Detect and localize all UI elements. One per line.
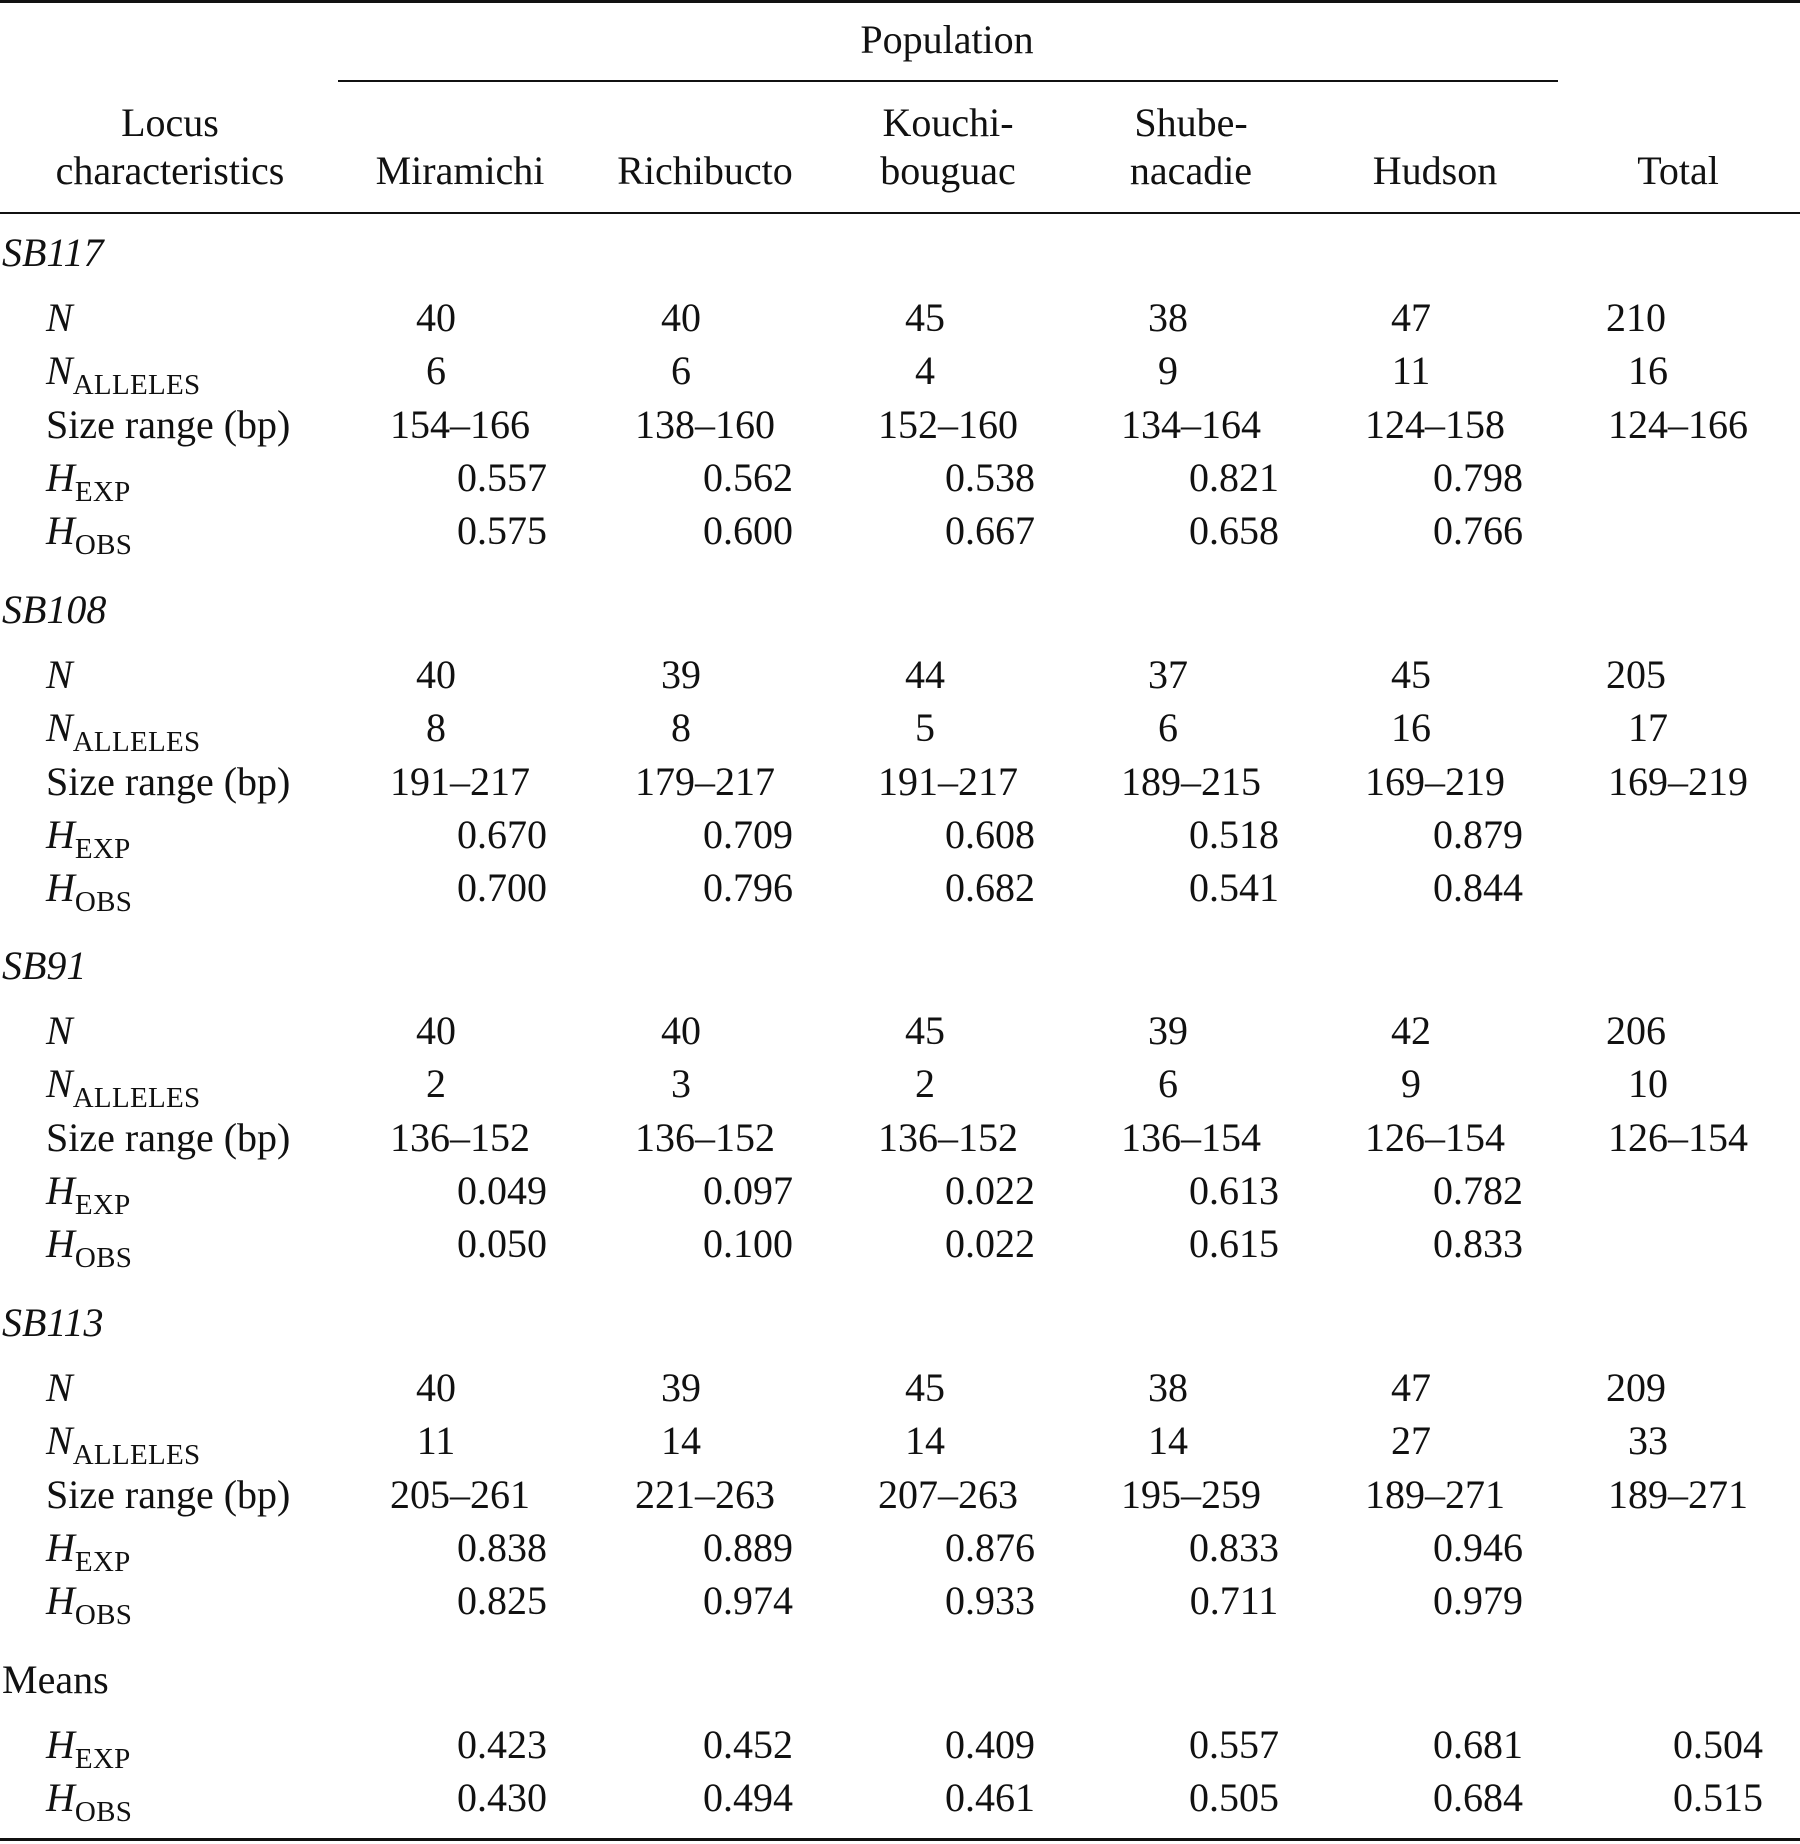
row-label xyxy=(46,1008,73,1053)
table-cell: 3 xyxy=(671,1061,691,1107)
row-label xyxy=(46,1114,291,1160)
table-cell: 221–263 xyxy=(635,1471,775,1517)
table-cell: 39 xyxy=(1148,1008,1188,1053)
table-cell: 0.709 xyxy=(703,811,793,857)
row-label xyxy=(46,705,201,759)
table-cell: 169–219 xyxy=(1365,758,1505,804)
table-cell: 5 xyxy=(915,705,935,751)
row-label-symbol: H xyxy=(46,1524,75,1570)
table-cell: 0.409 xyxy=(945,1722,1035,1767)
table-cell: 136–152 xyxy=(878,1114,1018,1160)
table-cell: 0.658 xyxy=(1189,508,1279,554)
row-label-symbol: Size range (bp) xyxy=(46,1471,291,1517)
row-label-subscript: EXP xyxy=(74,475,131,508)
table-cell: 0.682 xyxy=(945,865,1035,911)
row-label-symbol: N xyxy=(46,295,73,340)
table-cell: 0.541 xyxy=(1189,865,1279,911)
table-cell: 45 xyxy=(905,1365,945,1410)
table-cell: 0.613 xyxy=(1189,1167,1279,1213)
row-label-symbol: N xyxy=(46,1008,73,1053)
table-cell: 0.946 xyxy=(1433,1524,1523,1570)
table-cell: 0.608 xyxy=(945,811,1035,857)
table-cell: 0.700 xyxy=(457,865,547,911)
row-label-symbol: N xyxy=(46,705,73,751)
table-cell: 0.100 xyxy=(703,1221,793,1267)
table-cell: 0.050 xyxy=(457,1221,547,1267)
table-cell: 0.505 xyxy=(1189,1775,1279,1821)
row-label xyxy=(46,1578,133,1632)
population-spanner-rule xyxy=(338,80,1558,82)
section-title: SB117 xyxy=(2,230,104,275)
column-header-1 xyxy=(617,147,793,195)
top-rule xyxy=(0,0,1800,3)
row-label xyxy=(46,454,131,508)
table-cell: 189–271 xyxy=(1365,1471,1505,1517)
table-cell: 0.766 xyxy=(1433,508,1523,554)
table-cell: 45 xyxy=(905,1008,945,1053)
row-label-subscript: OBS xyxy=(74,529,133,562)
row-label xyxy=(46,1365,73,1410)
table-cell: 10 xyxy=(1628,1061,1668,1107)
table-cell: 0.889 xyxy=(703,1524,793,1570)
table-cell: 0.452 xyxy=(703,1722,793,1767)
table-cell: 0.821 xyxy=(1189,454,1279,500)
table-cell: 0.049 xyxy=(457,1167,547,1213)
column-header-line: bouguac xyxy=(880,148,1016,193)
row-label-subscript: ALLELES xyxy=(72,726,201,759)
table-cell: 2 xyxy=(915,1061,935,1107)
table-cell: 126–154 xyxy=(1365,1114,1505,1160)
section-title: Means xyxy=(2,1657,109,1702)
table-cell: 40 xyxy=(661,1008,701,1053)
table-cell: 47 xyxy=(1391,1365,1431,1410)
row-label-subscript: ALLELES xyxy=(72,1082,201,1115)
table-cell: 11 xyxy=(1391,348,1431,394)
table-cell: 152–160 xyxy=(878,401,1018,447)
table-cell: 0.557 xyxy=(457,454,547,500)
row-label xyxy=(46,401,291,447)
table-cell: 6 xyxy=(1158,705,1178,751)
row-label-symbol: H xyxy=(46,1775,75,1821)
table-cell: 38 xyxy=(1148,1365,1188,1410)
column-header-0 xyxy=(376,147,545,195)
row-label-symbol: Size range (bp) xyxy=(46,1114,291,1160)
table-cell: 0.575 xyxy=(457,508,547,554)
section-title: SB113 xyxy=(2,1300,104,1345)
row-label xyxy=(46,1775,133,1829)
column-header-3 xyxy=(1130,99,1252,195)
table-cell: 2 xyxy=(426,1061,446,1107)
table-cell: 11 xyxy=(416,1418,456,1464)
table-cell: 0.494 xyxy=(703,1775,793,1821)
row-label-subscript: ALLELES xyxy=(72,1439,201,1472)
table-cell: 179–217 xyxy=(635,758,775,804)
row-label xyxy=(46,1722,131,1775)
table-cell: 124–166 xyxy=(1608,401,1748,447)
row-label xyxy=(46,1524,131,1578)
table-cell: 38 xyxy=(1148,295,1188,340)
table-cell: 40 xyxy=(416,652,456,697)
section-title: SB108 xyxy=(2,587,107,632)
table-cell: 40 xyxy=(416,1008,456,1053)
table-cell: 0.423 xyxy=(457,1722,547,1767)
row-label xyxy=(46,865,133,919)
table-cell: 14 xyxy=(1148,1418,1188,1464)
table-cell: 0.022 xyxy=(945,1167,1035,1213)
table-cell: 0.518 xyxy=(1189,811,1279,857)
table-cell: 0.097 xyxy=(703,1167,793,1213)
table-cell: 138–160 xyxy=(635,401,775,447)
table-cell: 8 xyxy=(671,705,691,751)
table-cell: 189–271 xyxy=(1608,1471,1748,1517)
table-cell: 134–164 xyxy=(1121,401,1261,447)
table-cell: 37 xyxy=(1148,652,1188,697)
column-header-5 xyxy=(1637,147,1719,195)
table-cell: 136–152 xyxy=(390,1114,530,1160)
stub-header-line: Locus xyxy=(121,100,219,145)
table-cell: 9 xyxy=(1158,348,1178,394)
table-cell: 47 xyxy=(1391,295,1431,340)
population-spanner-label: Population xyxy=(860,17,1034,62)
table-cell: 191–217 xyxy=(390,758,530,804)
table-cell: 0.557 xyxy=(1189,1722,1279,1767)
table-cell: 0.600 xyxy=(703,508,793,554)
table-cell: 0.833 xyxy=(1189,1524,1279,1570)
row-label-symbol: H xyxy=(46,1221,75,1267)
table-cell: 6 xyxy=(1158,1061,1178,1107)
column-header-line: Total xyxy=(1637,148,1719,193)
table-cell: 191–217 xyxy=(878,758,1018,804)
row-label xyxy=(46,1167,131,1221)
row-label xyxy=(46,811,131,865)
table-cell: 16 xyxy=(1628,348,1668,394)
row-label-subscript: ALLELES xyxy=(72,369,201,402)
table-cell: 0.538 xyxy=(945,454,1035,500)
row-label-subscript: EXP xyxy=(74,1743,131,1775)
table-cell: 0.562 xyxy=(703,454,793,500)
row-label xyxy=(46,1471,291,1517)
row-label-subscript: OBS xyxy=(74,1242,133,1275)
table-cell: 44 xyxy=(905,652,945,697)
table-cell: 0.681 xyxy=(1433,1722,1523,1767)
table-cell: 8 xyxy=(426,705,446,751)
table-cell: 0.796 xyxy=(703,865,793,911)
table-cell: 209 xyxy=(1606,1365,1666,1410)
stub-header-line: characteristics xyxy=(55,148,285,193)
row-label-symbol: N xyxy=(46,1061,73,1107)
section-title: SB91 xyxy=(2,943,87,988)
row-label xyxy=(46,295,73,340)
table-cell: 169–219 xyxy=(1608,758,1748,804)
table-cell: 42 xyxy=(1391,1008,1431,1053)
column-header-line: Kouchi- xyxy=(882,100,1014,145)
column-header-line: Hudson xyxy=(1372,148,1498,193)
header-bottom-rule xyxy=(0,212,1800,214)
row-label-symbol: H xyxy=(46,811,75,857)
row-label xyxy=(46,508,133,562)
row-label-subscript: EXP xyxy=(74,832,131,865)
row-label-subscript: OBS xyxy=(74,1599,133,1632)
row-label xyxy=(46,758,291,804)
table-cell: 39 xyxy=(661,652,701,697)
table-cell: 207–263 xyxy=(878,1471,1018,1517)
table-cell: 16 xyxy=(1391,705,1431,751)
row-label-symbol: Size range (bp) xyxy=(46,401,291,447)
table-cell: 0.461 xyxy=(945,1775,1035,1821)
column-header-line: Richibucto xyxy=(617,148,793,193)
row-label xyxy=(46,1061,201,1115)
table-cell: 189–215 xyxy=(1121,758,1261,804)
row-label xyxy=(46,348,201,402)
row-label-symbol: N xyxy=(46,652,73,697)
table-cell: 6 xyxy=(426,348,446,394)
table-cell: 14 xyxy=(905,1418,945,1464)
row-label-symbol: Size range (bp) xyxy=(46,758,291,804)
table-cell: 0.667 xyxy=(945,508,1035,554)
table-cell: 45 xyxy=(905,295,945,340)
column-header-line: Miramichi xyxy=(375,148,545,193)
table-cell: 0.430 xyxy=(457,1775,547,1821)
table-cell: 0.979 xyxy=(1433,1578,1523,1624)
table-cell: 40 xyxy=(416,295,456,340)
row-label xyxy=(46,652,73,697)
row-label-symbol: H xyxy=(46,1578,75,1624)
table-cell: 0.022 xyxy=(945,1221,1035,1267)
row-label-symbol: H xyxy=(46,508,75,554)
table-cell: 33 xyxy=(1628,1418,1668,1464)
table-cell: 45 xyxy=(1391,652,1431,697)
row-label-symbol: N xyxy=(46,1418,73,1464)
table-cell: 136–152 xyxy=(635,1114,775,1160)
stub-header xyxy=(40,99,300,195)
table-cell: 40 xyxy=(661,295,701,340)
table-cell: 27 xyxy=(1391,1418,1431,1464)
table-cell: 0.798 xyxy=(1433,454,1523,500)
table-cell: 0.879 xyxy=(1433,811,1523,857)
table-cell: 0.504 xyxy=(1673,1722,1763,1767)
row-label-symbol: H xyxy=(46,865,75,911)
row-label-symbol: H xyxy=(46,454,75,500)
row-label-symbol: H xyxy=(46,1167,75,1213)
row-label-subscript: OBS xyxy=(74,886,133,919)
table-cell: 0.825 xyxy=(457,1578,547,1624)
table-cell: 0.515 xyxy=(1673,1775,1763,1821)
table-cell: 195–259 xyxy=(1121,1471,1261,1517)
table-cell: 206 xyxy=(1606,1008,1666,1053)
table-cell: 14 xyxy=(661,1418,701,1464)
table-cell: 6 xyxy=(671,348,691,394)
table-cell: 9 xyxy=(1401,1061,1421,1107)
bottom-rule xyxy=(0,1838,1800,1841)
column-header-line: Shube- xyxy=(1134,100,1248,145)
table-cell: 39 xyxy=(661,1365,701,1410)
row-label-symbol: N xyxy=(46,348,73,394)
table-cell: 0.844 xyxy=(1433,865,1523,911)
table-cell: 17 xyxy=(1628,705,1668,751)
table-cell: 40 xyxy=(416,1365,456,1410)
column-header-4 xyxy=(1373,147,1497,195)
table-cell: 136–154 xyxy=(1121,1114,1261,1160)
row-label-subscript: OBS xyxy=(74,1796,133,1829)
table-cell: 0.782 xyxy=(1433,1167,1523,1213)
table-cell: 0.833 xyxy=(1433,1221,1523,1267)
row-label-symbol: N xyxy=(46,1365,73,1410)
table-cell: 4 xyxy=(915,348,935,394)
table-cell: 0.933 xyxy=(945,1578,1035,1624)
table-cell: 0.974 xyxy=(703,1578,793,1624)
table-cell: 0.670 xyxy=(457,811,547,857)
table-cell: 126–154 xyxy=(1608,1114,1748,1160)
table-cell: 210 xyxy=(1606,295,1666,340)
column-header-line: nacadie xyxy=(1129,148,1253,193)
table-cell: 0.876 xyxy=(945,1524,1035,1570)
table-cell: 154–166 xyxy=(390,401,530,447)
table-cell: 0.838 xyxy=(457,1524,547,1570)
table-cell: 205–261 xyxy=(390,1471,530,1517)
row-label-subscript: EXP xyxy=(74,1188,131,1221)
row-label xyxy=(46,1221,133,1275)
row-label-subscript: EXP xyxy=(74,1545,131,1578)
table-cell: 0.615 xyxy=(1189,1221,1279,1267)
table-cell: 124–158 xyxy=(1365,401,1505,447)
table-cell: 0.684 xyxy=(1433,1775,1523,1821)
table-cell: 0.711 xyxy=(1189,1578,1279,1624)
row-label-symbol: H xyxy=(46,1722,75,1767)
column-header-2 xyxy=(880,99,1016,195)
table-cell: 205 xyxy=(1606,652,1666,697)
row-label xyxy=(46,1418,201,1472)
